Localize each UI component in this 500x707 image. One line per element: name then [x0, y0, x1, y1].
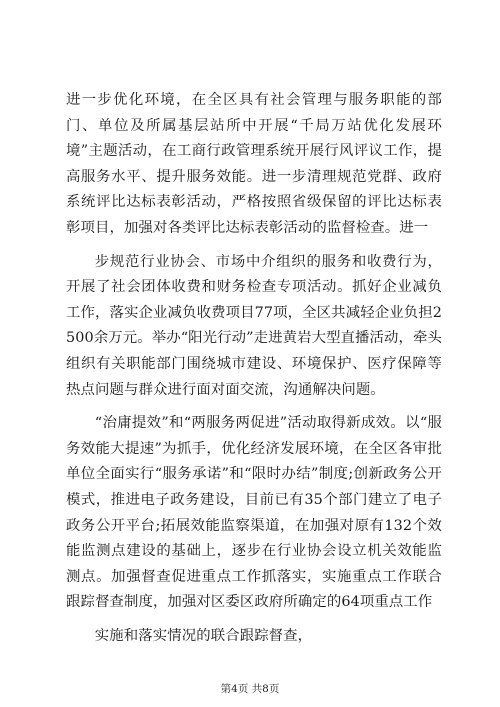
paragraph-2: 步规范行业协会、市场中介组织的服务和收费行为，开展了社会团体收费和财务检查专项活动。抓好企业减负工作，落实企业减负收费项目77项，全区共减轻企业负担2500余万元。举办“阳光行动”走进黄岩大型直播活动，牵头组织有关职能部门围绕城市建设、环境保护、医疗保障等热点问题与群众进行面对面交流，沟通解决问题。	[66, 253, 442, 398]
paragraph-3: “治庸提效”和“两服务两促进”活动取得新成效。以“服务效能大提速”为抓手，优化经济发展环境，在全区各审批单位全面实行“服务承诺”和“限时办结”制度;创新政务公开模式，推进电子政务建设，目前已有35个部门建立了电子政务公开平台;拓展效能监察渠道，在加强对原有132个效能监测点建设的基础上，逐步在行业协会设立机关效能监测点。加强督查促进重点工作抓落实，实施重点工作联合跟踪督查制度，加强对区委区政府所确定的64项重点工作	[66, 415, 442, 611]
paragraph-4: 实施和落实情况的联合跟踪督查，	[94, 627, 313, 644]
page-number-footer: 第4页 共8页	[220, 683, 280, 695]
paragraph-gap	[66, 403, 442, 411]
paragraph-1: 进一步优化环境，在全区具有社会管理与服务职能的部门、单位及所属基层站所中开展“千局万站优化发展环境”主题活动，在工商行政管理系统开展行风评议工作，提高服务水平、提升服务效能。进一步清理规范党群、政府系统评比达标表彰活动，严格按照省级保留的评比达标表彰项目，加强对各类评比达标表彰活动的监督检查。进一	[66, 92, 442, 236]
document-body	[66, 88, 442, 649]
paragraph-gap	[66, 242, 442, 250]
paragraph-gap	[66, 616, 442, 624]
